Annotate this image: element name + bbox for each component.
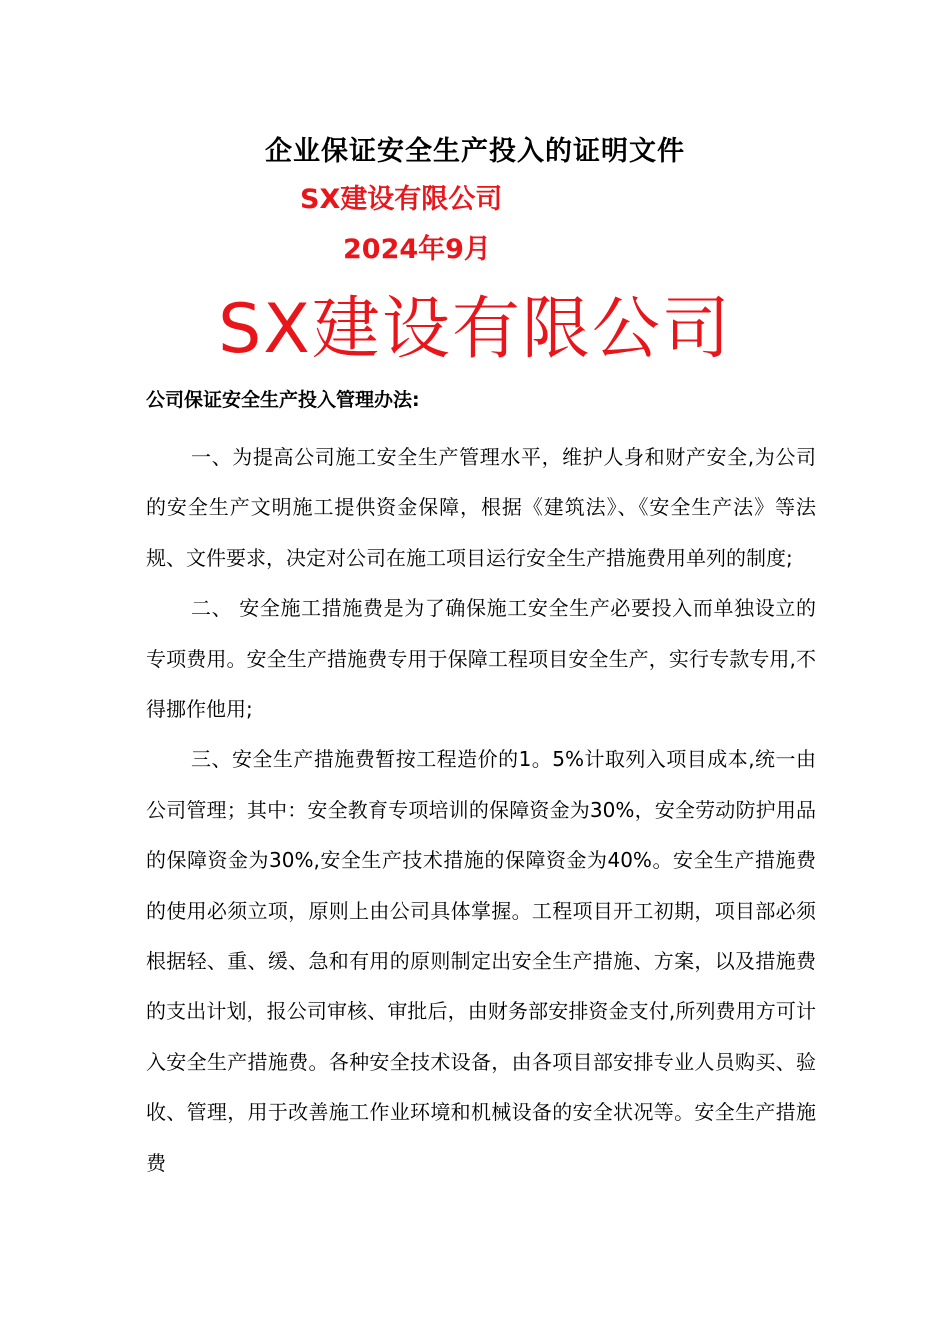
paragraph-3: 三、安全生产措施费暂按工程造价的1。5%计取列入项目成本,统一由公司管理；其中：安全教育专项培训的保障资金为30%，安全劳动防护用品的保障资金为30%,安全生产技术措施的保障资金为40%。安全生产措施费的使用必须立项，原则上由公司具体掌握。工程项目开工初期，项目部必须根据轻、重、缓、急和有用的原则制定出安全生产措施、方案，以及措施费的支出计划，报公司审核、审批后，由财务部安排资金支付,所列费用方可计入安全生产措施费。各种安全技术设备，由各项目部安排专业人员购买、验收、管理，用于改善施工作业环境和机械设备的安全状况等。安全生产措施费 — [146, 747, 816, 1175]
section-heading: 公司保证安全生产投入管理办法: — [146, 389, 420, 411]
document-date: 2024年9月 — [343, 234, 491, 265]
paragraph-2: 二、 安全施工措施费是为了确保施工安全生产必要投入而单独设立的专项费用。安全生产措施费专用于保障工程项目安全生产，实行专款专用,不得挪作他用; — [146, 596, 816, 722]
paragraph-1: 一、为提高公司施工安全生产管理水平，维护人身和财产安全,为公司的安全生产文明施工提供资金保障，根据《建筑法》、《安全生产法》等法规、文件要求，决定对公司在施工项目运行安全生产措施费用单列的制度; — [146, 445, 816, 570]
company-name-banner: SX建设有限公司 — [218, 290, 732, 369]
company-name-small: SX建设有限公司 — [300, 184, 503, 215]
body-text — [146, 432, 816, 1188]
document-title: 企业保证安全生产投入的证明文件 — [265, 136, 685, 167]
